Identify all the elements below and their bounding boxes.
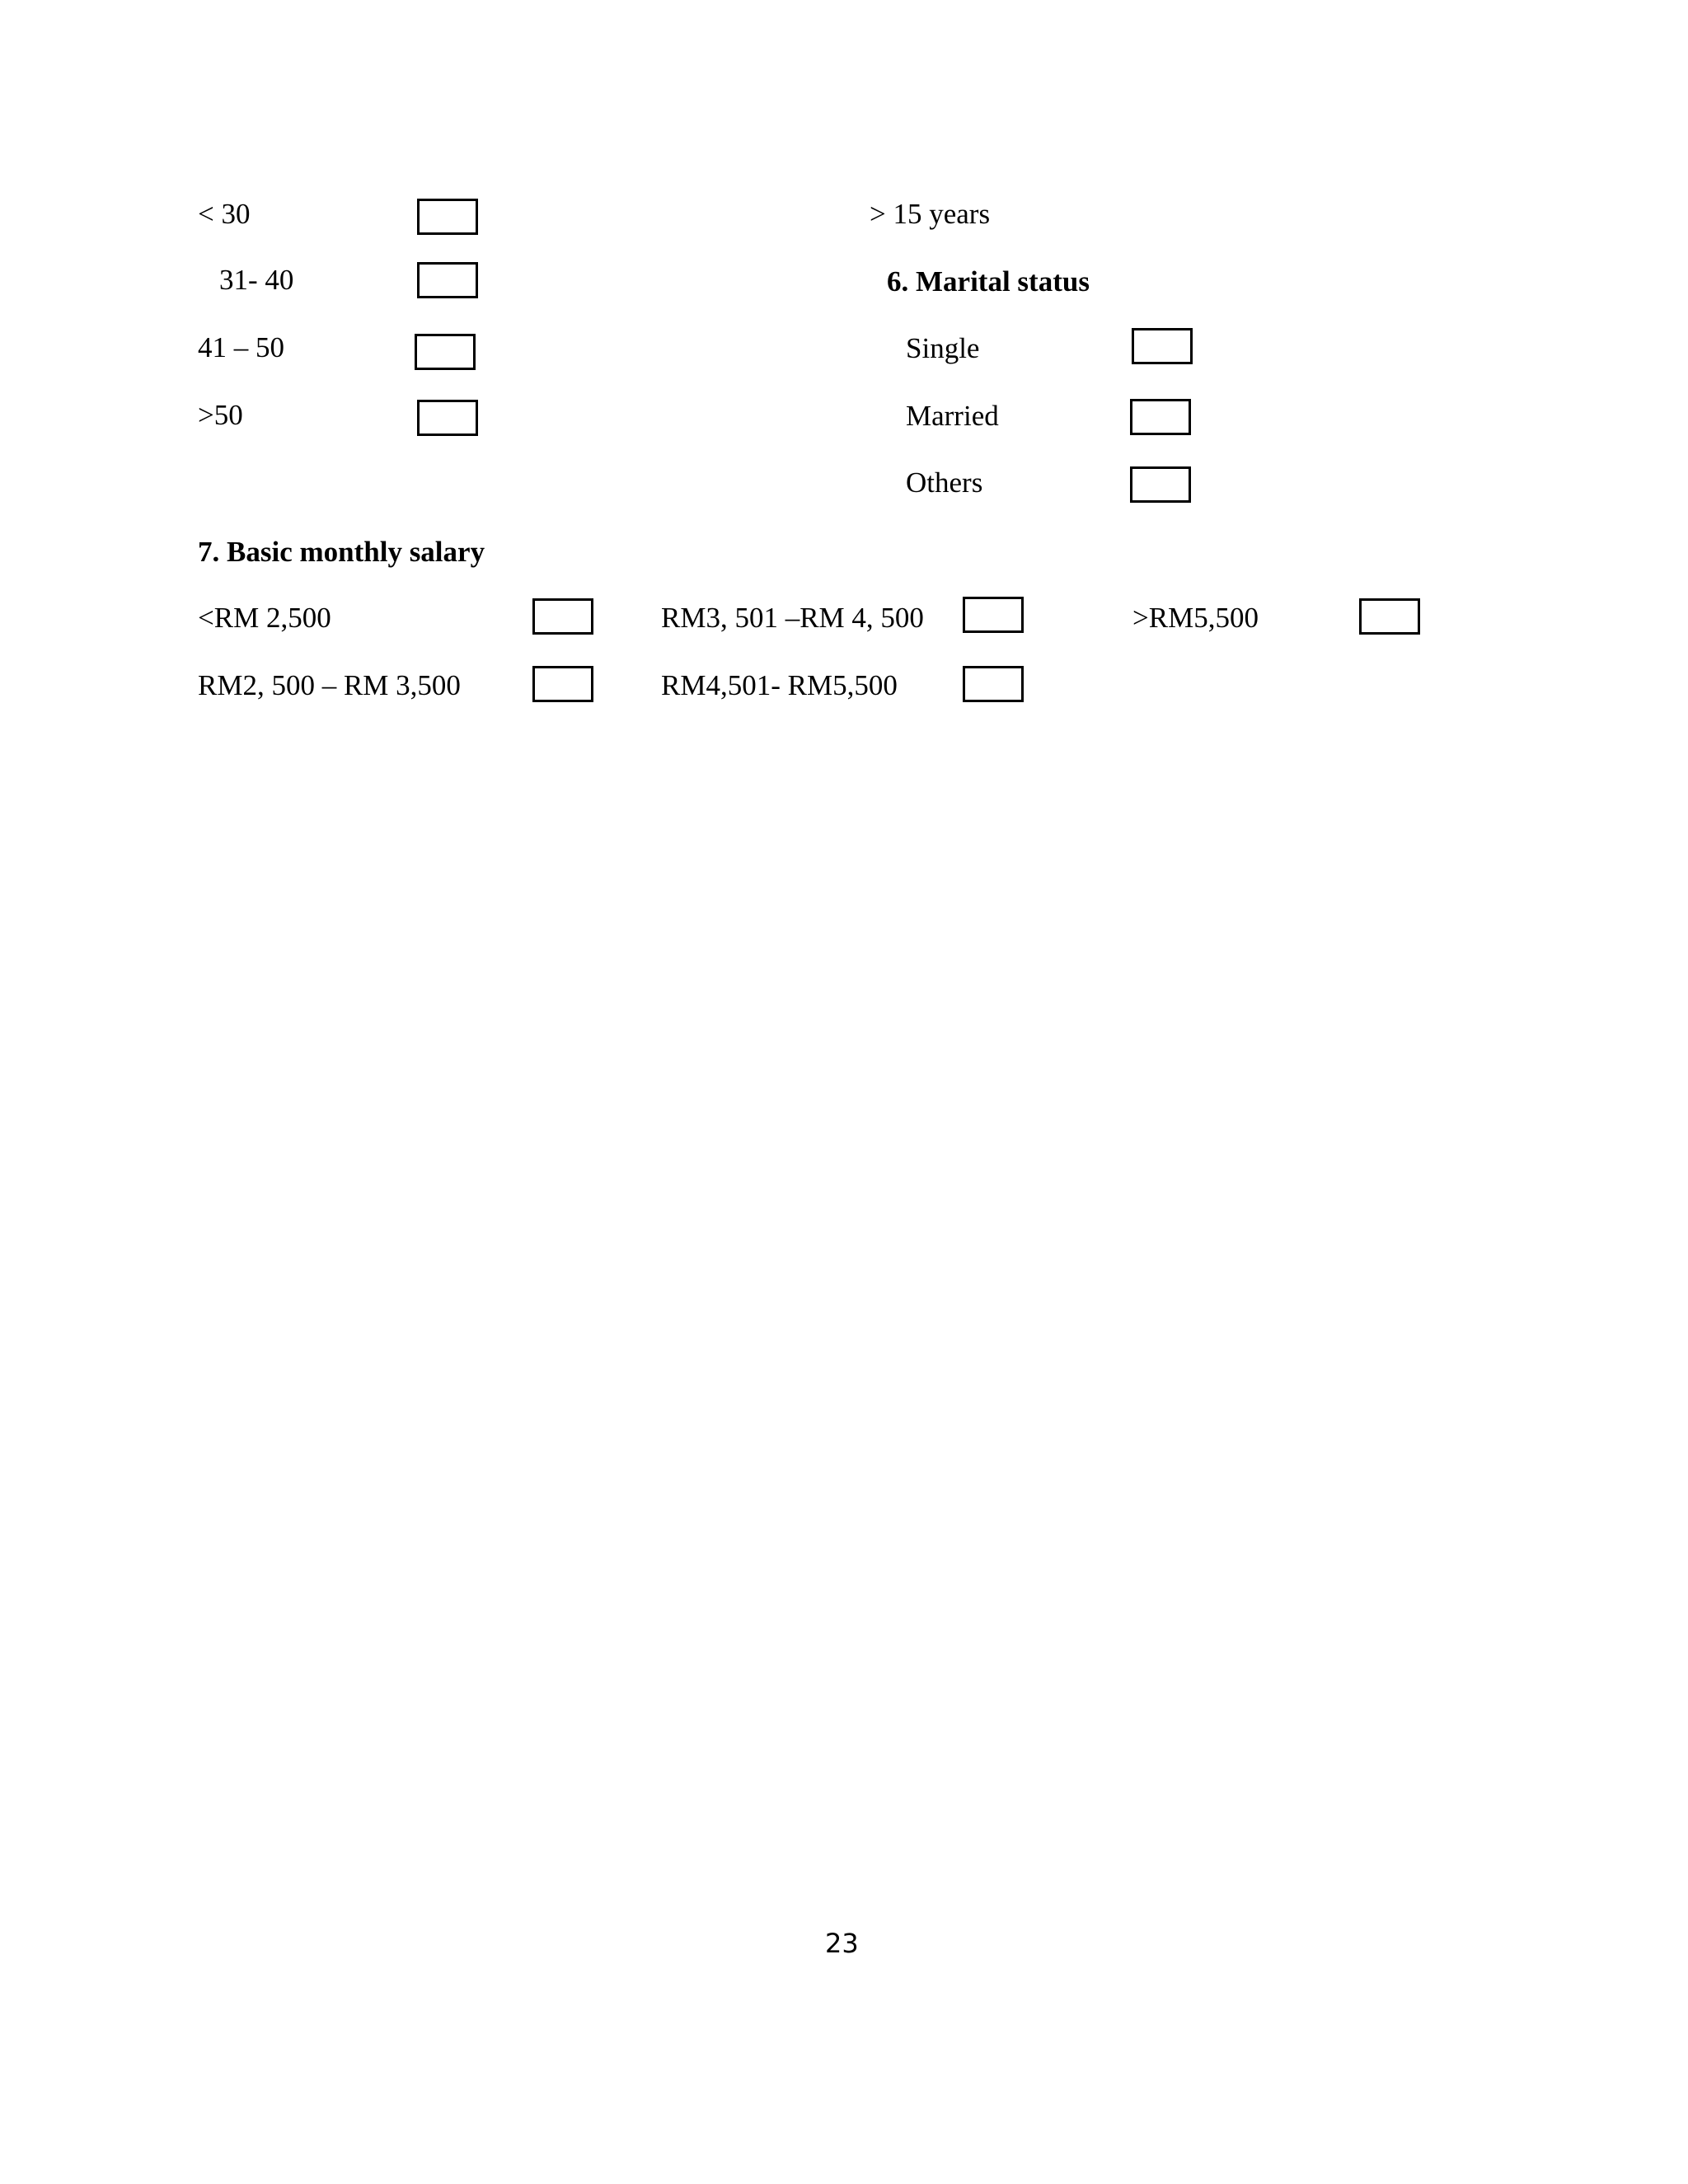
- salary-heading: 7. Basic monthly salary: [198, 536, 485, 568]
- salary-option-label-4501-5500: RM4,501- RM5,500: [661, 669, 898, 701]
- marital-option-label-single: Single: [906, 332, 980, 364]
- age-checkbox-under-30[interactable]: [417, 199, 478, 235]
- experience-option-label-over-15-years: > 15 years: [870, 198, 991, 230]
- salary-option-label-over-5500: >RM5,500: [1132, 602, 1259, 634]
- age-option-label-over-50: >50: [198, 399, 243, 431]
- marital-option-label-others: Others: [906, 466, 983, 499]
- salary-checkbox-over-5500[interactable]: [1359, 598, 1420, 635]
- salary-checkbox-under-2500[interactable]: [532, 598, 593, 635]
- marital-checkbox-married[interactable]: [1130, 399, 1191, 435]
- marital-checkbox-others[interactable]: [1130, 466, 1191, 503]
- page-number: 23: [825, 1928, 859, 1959]
- salary-checkbox-3501-4500[interactable]: [963, 597, 1024, 633]
- age-option-label-31-40: 31- 40: [219, 264, 294, 296]
- age-option-label-under-30: < 30: [198, 198, 251, 230]
- salary-option-label-2500-3500: RM2, 500 – RM 3,500: [198, 669, 461, 701]
- salary-option-label-3501-4500: RM3, 501 –RM 4, 500: [661, 602, 924, 634]
- age-checkbox-41-50[interactable]: [415, 334, 476, 370]
- salary-checkbox-4501-5500[interactable]: [963, 666, 1024, 702]
- age-option-label-41-50: 41 – 50: [198, 331, 284, 363]
- marital-option-label-married: Married: [906, 400, 999, 432]
- salary-option-label-under-2500: <RM 2,500: [198, 602, 331, 634]
- age-checkbox-31-40[interactable]: [417, 262, 478, 298]
- age-checkbox-over-50[interactable]: [417, 400, 478, 436]
- marital-status-heading: 6. Marital status: [887, 265, 1090, 298]
- salary-checkbox-2500-3500[interactable]: [532, 666, 593, 702]
- marital-checkbox-single[interactable]: [1132, 328, 1193, 364]
